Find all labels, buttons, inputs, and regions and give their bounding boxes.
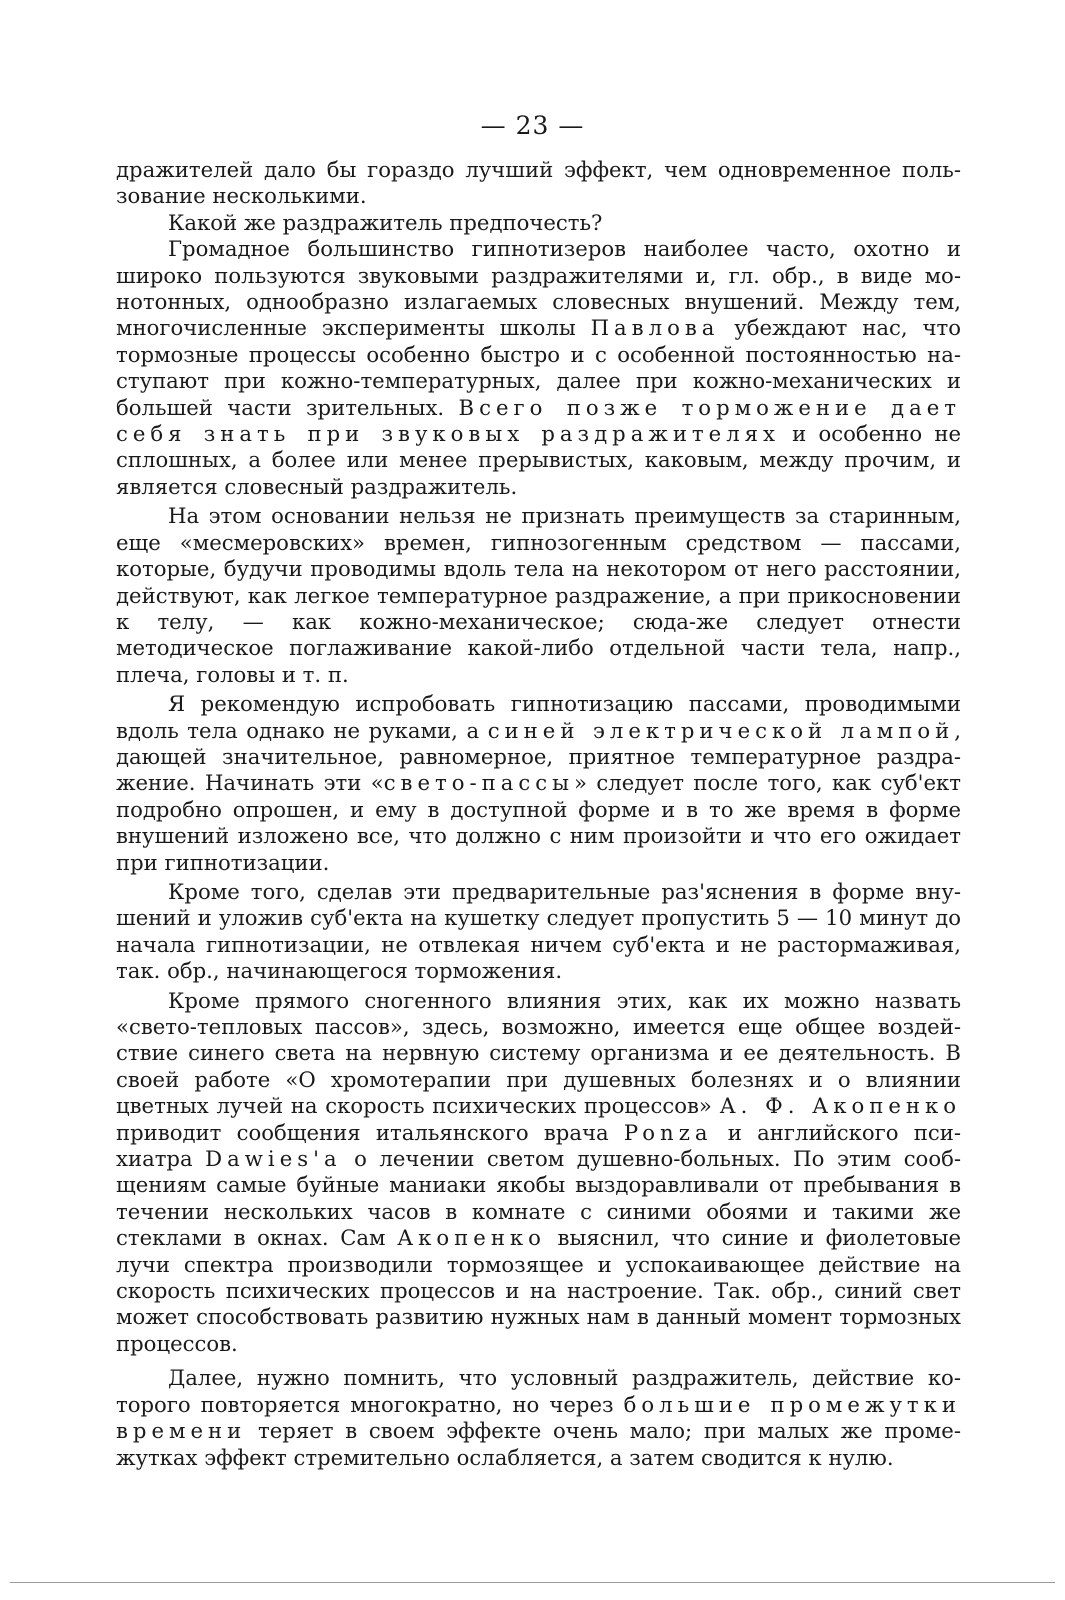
text-run: Какой же раздражитель предпочесть? xyxy=(168,209,603,235)
spaced-emphasis: А. Ф. Акопенко xyxy=(719,1093,961,1119)
text-run: убеждают нас, что тормозные процессы особенно быстро и с особенной постоянностью наступают при кожно-температурных, далее при кожно-механических и большей части зрительных. xyxy=(116,315,961,420)
text-run: На этом основании нельзя не признать преимуществ за старинным, еще «месмеровских» времен, гипнозогенным средством — пассами, которые, будучи проводимы вдоль тела на некотором от него расстоянии, действуют, как легкое температурное раздражение, а при прикосновении к телу, — как кожно-механическое; сюда-же следует отнести методическое поглаживание какой-либо отдельной части тела, напр., плеча, головы и т. п. xyxy=(116,503,961,687)
text-run: Далее, нужно помнить, что условный раздражитель, действие которого повторяется многократно, но через xyxy=(116,1365,961,1417)
text-run: дражителей дало бы гораздо лучший эффект, чем одновременное пользование несколькими. xyxy=(116,157,961,209)
spaced-emphasis: Dawies'a xyxy=(205,1146,342,1172)
paragraph xyxy=(116,691,961,876)
text-run: Громадное большинство гипнотизеров наиболее часто, охотно и широко пользуются звуковыми раздражителями и, гл. обр., в виде монотонных, однообразно излагаемых словесных внушений. Между тем, многочисленные эксперименты школы xyxy=(116,236,961,341)
text-run: приводит сообщения итальянского врача xyxy=(116,1119,624,1145)
page-number: — 23 — xyxy=(480,111,585,140)
text-run: Кроме прямого сногенного влияния этих, как их можно назвать «свето-тепловых пассов», здесь, возможно, имеется еще общее воздействие синего света на нервную систему организма и ее деятельность. В своей работе «О хромотерапии при душевных болезнях и о влиянии цветных лучей на скорость психических процессов» xyxy=(116,987,961,1119)
spaced-emphasis: Ponza xyxy=(623,1119,713,1145)
text-run: теряет в своем эффекте очень мало; при малых же промежутках эффект стремительно ослабляется, а затем сводится к нулю. xyxy=(116,1418,961,1470)
paragraph xyxy=(116,210,961,236)
paragraph xyxy=(116,988,961,1358)
paragraph xyxy=(116,1365,961,1471)
spaced-emphasis: Всего позже торможение дает себя знать при звуковых раздражителях xyxy=(116,394,961,447)
paragraph xyxy=(116,236,961,500)
spaced-emphasis: синей электрической лампой xyxy=(487,717,955,743)
spaced-emphasis: Акопенко xyxy=(397,1225,546,1251)
spaced-emphasis: свето-пассы xyxy=(383,770,575,796)
text-run: о лечении светом душевно-больных. По этим сообщениям самые буйные маниаки якобы выздоравливали от пребывания в течении нескольких часов в комнате с синими обоями и такими же стеклами в окнах. Сам xyxy=(116,1146,961,1251)
text-run: Я рекомендую испробовать гипнотизацию пассами, проводимыми вдоль тела однако не руками, а xyxy=(116,691,961,743)
page-edge-rule xyxy=(10,1582,1055,1583)
text-run: » следует после того, как суб'ект подробно опрошен, и ему в доступной форме и в то же время в форме внушений изложено все, что должно с ним произойти и что его ожидает при гипнотизации. xyxy=(116,770,961,875)
body-text xyxy=(116,157,961,1471)
text-run: Кроме того, сделав эти предварительные раз'яснения в форме внушений и уложив суб'екта на кушетку следует пропустить 5 — 10 минут до начала гипнотизации, не отвлекая ничем суб'екта и не растормaживая, так. обр., начинающегося торможения. xyxy=(116,878,961,984)
text-run: и английского психиатра xyxy=(116,1119,961,1172)
text-run: выяснил, что синие и фиолетовые лучи спектра производили тормозящее и успокаивающее действие на скорость психических процессов и на настроение. Так. обр., синий свет может способствовать развитию нужных нам в данный момент тормозных процессов. xyxy=(116,1225,961,1356)
paragraph xyxy=(116,503,961,688)
text-run: , дающей значительное, равномерное, приятное температурное раздражение. Начинать эти « xyxy=(116,717,961,796)
spaced-emphasis: большие промежутки времени xyxy=(116,1391,961,1444)
paragraph xyxy=(116,157,961,210)
spaced-emphasis: Павлова xyxy=(590,315,720,341)
paragraph xyxy=(116,879,961,985)
text-run: и особенно не сплошных, а более или менее прерывистых, каковым, между прочим, и является словесный раздражитель. xyxy=(116,421,961,499)
